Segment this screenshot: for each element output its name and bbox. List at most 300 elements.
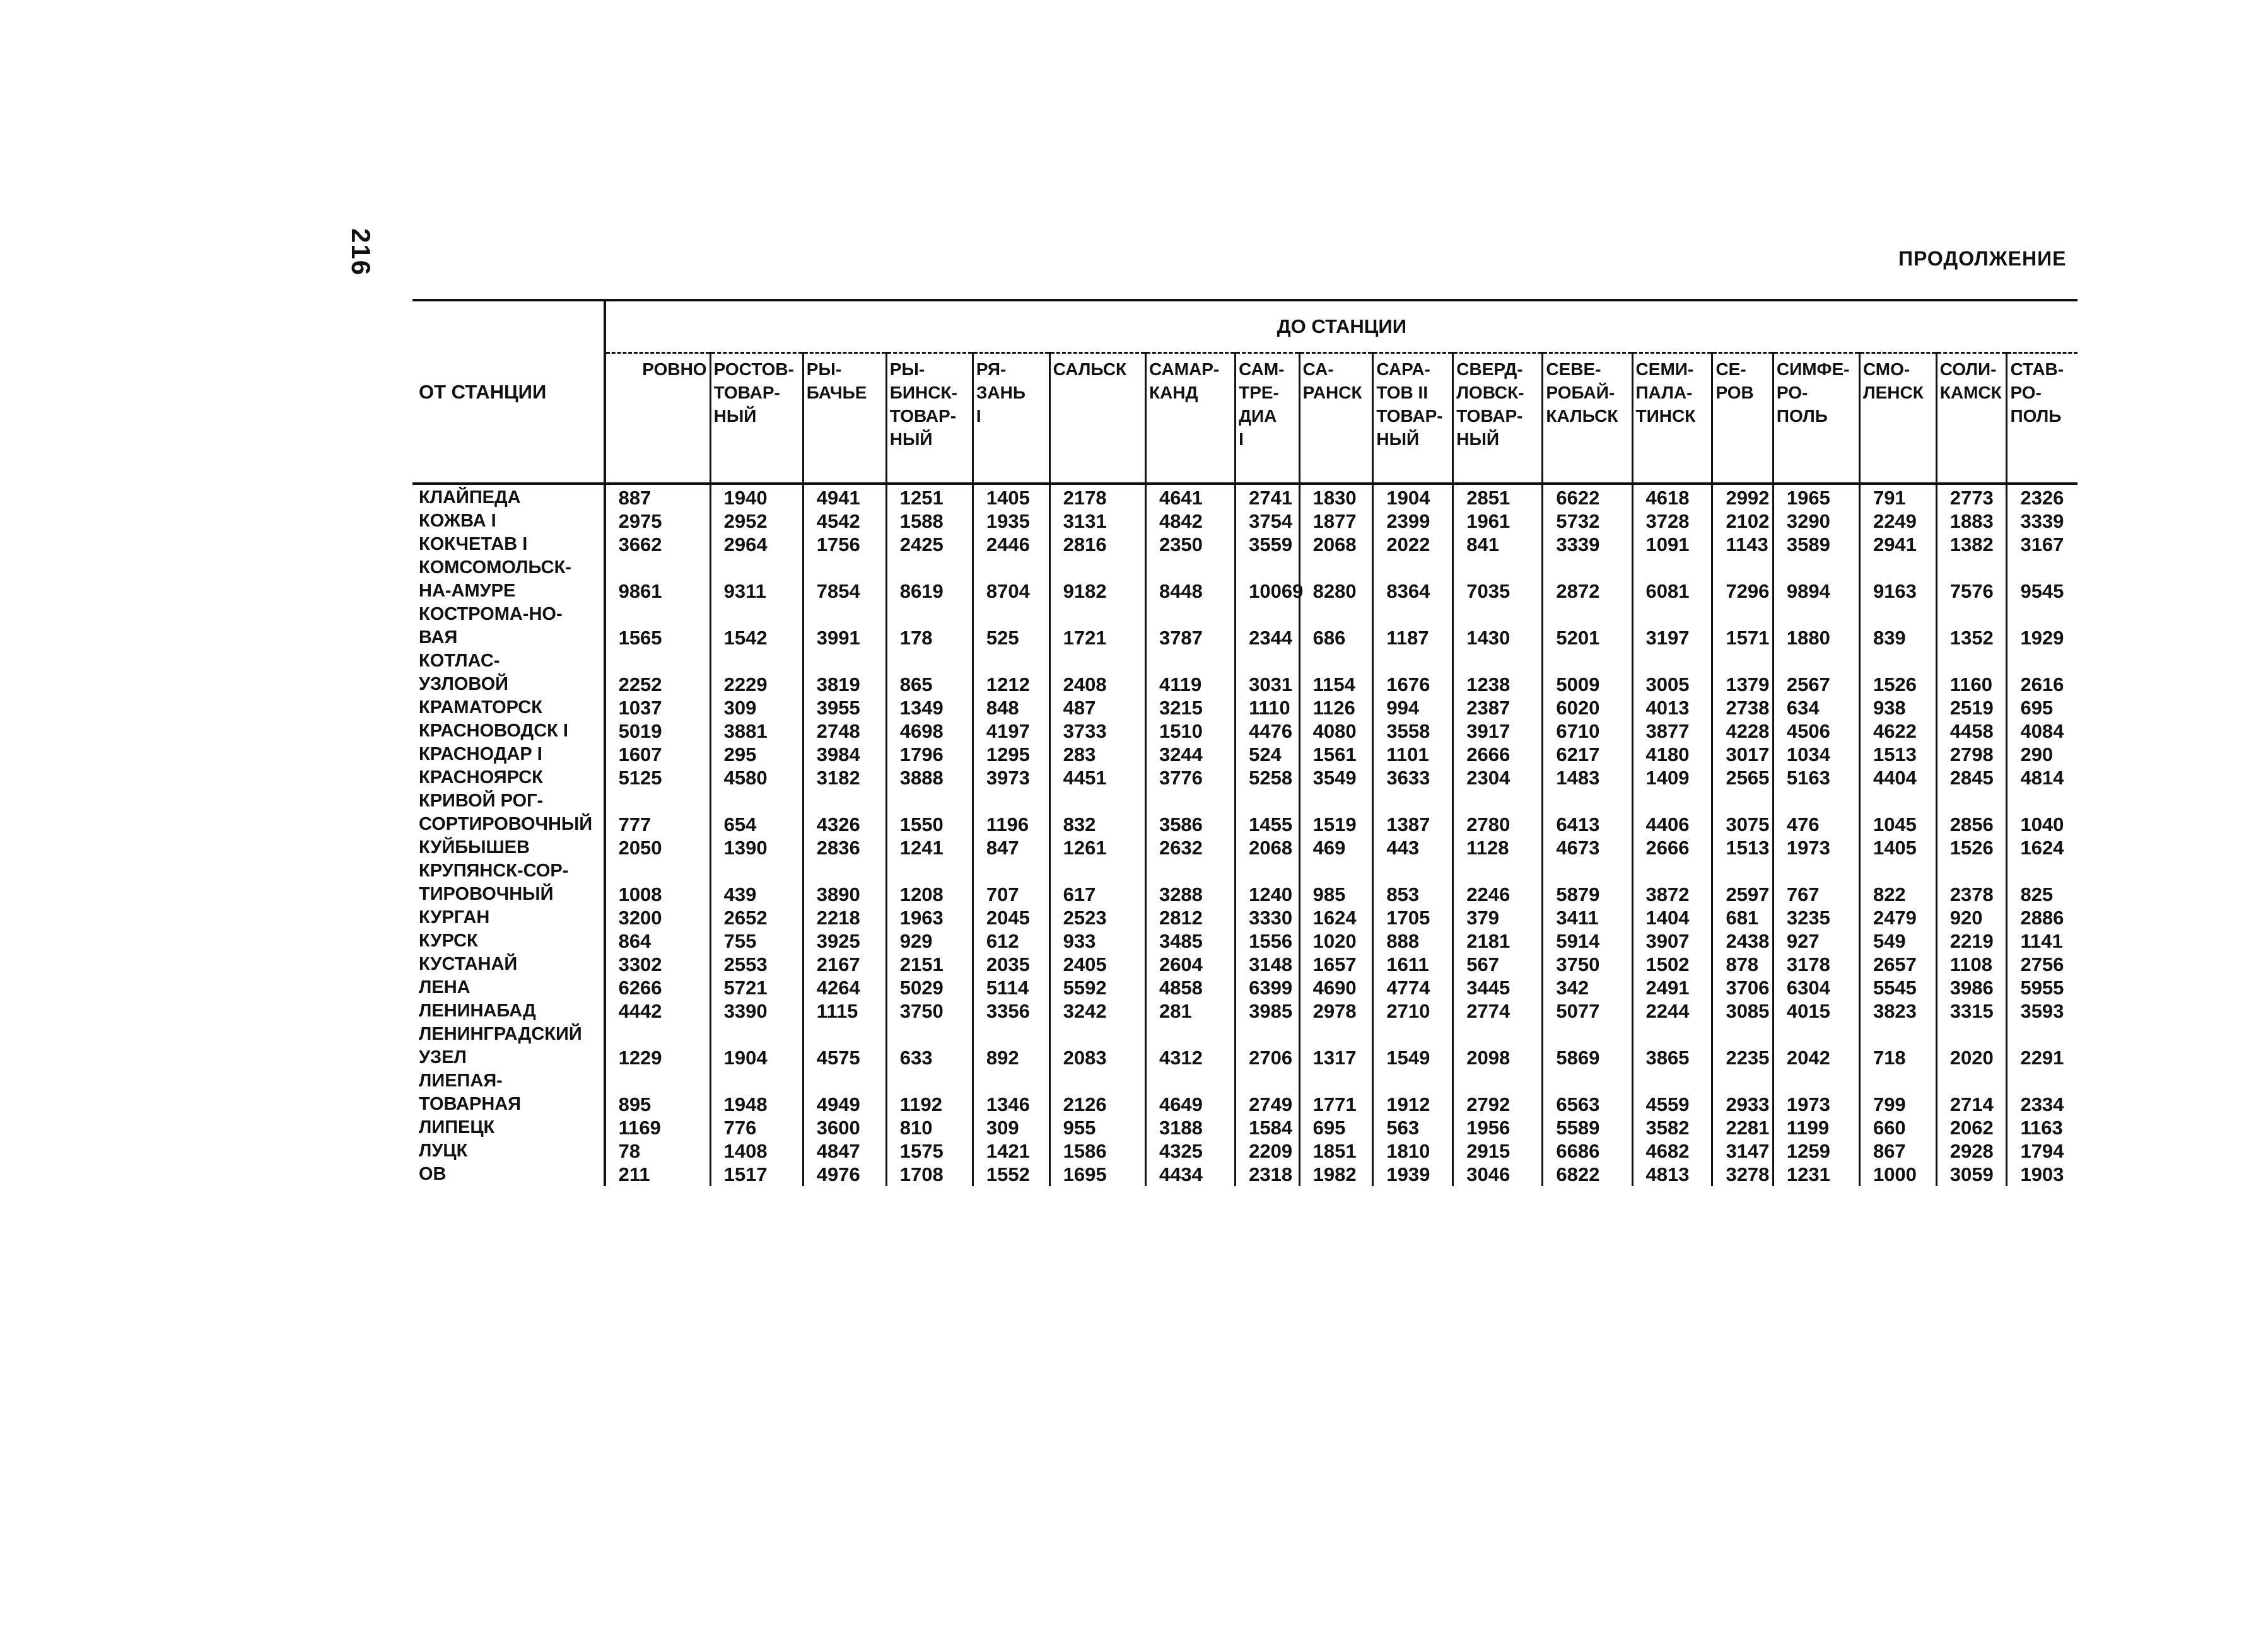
distance-cell: 2952 [710,509,803,533]
distance-cell: 3356 [973,999,1049,1023]
table-row [412,999,2077,1023]
distance-cell: 1199 [1773,1116,1859,1139]
distance-cell: 2886 [2007,906,2077,929]
distance-cell: 3586 [1145,789,1235,836]
distance-cell: 6710 [1543,719,1632,743]
distance-cell: 1549 [1373,1023,1453,1069]
distance-cell: 6081 [1632,556,1712,603]
distance-cell: 3787 [1145,603,1235,649]
distance-cell: 6217 [1543,743,1632,766]
distance-cell: 2181 [1453,929,1543,953]
distance-cell: 4575 [803,1023,886,1069]
station-name: КРИВОЙ РОГ- СОРТИРОВОЧНЫЙ [412,789,605,836]
distance-cell: 1110 [1236,696,1300,719]
distance-cell: 8280 [1299,556,1373,603]
distance-cell: 1409 [1632,766,1712,789]
distance-cell: 1676 [1373,649,1453,696]
distance-cell: 1904 [710,1023,803,1069]
table-row [412,1116,2077,1139]
distance-cell: 3877 [1632,719,1712,743]
distance-cell: 3390 [710,999,803,1023]
distance-cell: 1794 [2007,1139,2077,1163]
distance-cell: 1657 [1299,953,1373,976]
distance-cell: 3147 [1712,1139,1773,1163]
distance-cell: 342 [1543,976,1632,999]
column-header: СТАВ- РО- ПОЛЬ [2007,353,2077,484]
distance-cell: 4197 [973,719,1049,743]
distance-cell: 283 [1049,743,1145,766]
distance-cell: 4813 [1632,1163,1712,1186]
distance-cell: 2710 [1373,999,1453,1023]
distance-cell: 3925 [803,929,886,953]
distance-cell: 4622 [1859,719,1936,743]
distance-cell: 1212 [973,649,1049,696]
distance-cell: 2933 [1712,1069,1773,1116]
distance-cell: 2632 [1145,836,1235,859]
distance-cell: 660 [1859,1116,1936,1139]
distance-cell: 4698 [886,719,973,743]
distance-cell: 4451 [1049,766,1145,789]
distance-cell: 2446 [973,533,1049,556]
distance-cell: 1756 [803,533,886,556]
distance-cell: 2229 [710,649,803,696]
distance-cell: 4949 [803,1069,886,1116]
distance-cell: 3907 [1632,929,1712,953]
distance-cell: 5592 [1049,976,1145,999]
distance-cell: 4690 [1299,976,1373,999]
distance-cell: 2068 [1236,836,1300,859]
distance-cell: 2773 [1936,484,2007,509]
distance-cell: 1935 [973,509,1049,533]
distance-cell: 3706 [1712,976,1773,999]
distance-cell: 4084 [2007,719,2077,743]
distance-cell: 1169 [618,1117,661,1139]
distance-cell: 1008 [618,883,662,905]
distance-cell: 1034 [1773,743,1859,766]
distance-cell: 3750 [1543,953,1632,976]
distance-cell: 4434 [1145,1163,1235,1186]
distance-cell: 1240 [1236,859,1300,906]
distance-cell: 633 [886,1023,973,1069]
distance-cell: 5914 [1543,929,1632,953]
distance-cell: 7576 [1936,556,2007,603]
distance-cell: 3302 [618,953,662,975]
distance-cell: 4858 [1145,976,1235,999]
distance-cell: 3182 [803,766,886,789]
distance-cell: 1588 [886,509,973,533]
distance-cell: 1705 [1373,906,1453,929]
distance-cell: 686 [1299,603,1373,649]
distance-cell: 295 [710,743,803,766]
distance-cell: 4976 [803,1163,886,1186]
distance-cell: 4941 [803,484,886,509]
distance-cell: 1115 [803,999,886,1023]
table-row [412,789,2077,836]
distance-cell: 1160 [1936,649,2007,696]
station-name: КУСТАНАЙ [412,953,605,976]
distance-cell: 6822 [1543,1163,1632,1186]
distance-cell: 2604 [1145,953,1235,976]
distance-cell: 4458 [1936,719,2007,743]
distance-cell: 78 [618,1140,641,1162]
distance-cell: 1187 [1373,603,1453,649]
distance-cell: 524 [1236,743,1300,766]
distance-cell: 6686 [1543,1139,1632,1163]
station-name: ЛЕНИНАБАД [412,999,605,1023]
distance-cell: 2062 [1936,1116,2007,1139]
station-name: КРАСНОЯРСК [412,766,605,789]
distance-cell: 3888 [886,766,973,789]
distance-cell: 867 [1859,1139,1936,1163]
distance-cell: 2479 [1859,906,1936,929]
distance-cell: 892 [973,1023,1049,1069]
table-row [412,1069,2077,1116]
distance-cell: 776 [710,1116,803,1139]
distance-cell: 695 [1299,1116,1373,1139]
distance-cell: 4649 [1145,1069,1235,1116]
distance-cell: 1241 [886,836,973,859]
distance-cell: 1163 [2007,1116,2077,1139]
table-row [412,743,2077,766]
distance-cell: 2083 [1049,1023,1145,1069]
distance-cell: 5029 [886,976,973,999]
distance-cell: 4180 [1632,743,1712,766]
distance-cell: 1513 [1859,743,1936,766]
distance-cell: 6413 [1543,789,1632,836]
distance-cell: 9545 [2007,556,2077,603]
distance-cell: 4442 [618,1000,662,1022]
distance-cell: 3728 [1632,509,1712,533]
distance-cell: 4641 [1145,484,1235,509]
distance-cell: 4015 [1773,999,1859,1023]
distance-cell: 1231 [1773,1163,1859,1186]
distance-cell: 1880 [1773,603,1859,649]
distance-cell: 6563 [1543,1069,1632,1116]
distance-cell: 1379 [1712,649,1773,696]
distance-cell: 3985 [1236,999,1300,1023]
table-row [412,906,2077,929]
distance-cell: 1045 [1859,789,1936,836]
distance-cell: 3872 [1632,859,1712,906]
distance-cell: 755 [710,929,803,953]
distance-cell: 2209 [1236,1139,1300,1163]
distance-cell: 612 [973,929,1049,953]
distance-cell: 1251 [886,484,973,509]
distance-cell: 4264 [803,976,886,999]
column-header: РОВНО [605,353,711,484]
station-name: ЛЕНА [412,976,605,999]
distance-cell: 4119 [1145,649,1235,696]
distance-cell: 563 [1373,1116,1453,1139]
distance-cell: 1405 [973,484,1049,509]
distance-cell: 1624 [1299,906,1373,929]
distance-cell: 1565 [618,627,662,649]
table-row [412,1139,2077,1163]
distance-cell: 1196 [973,789,1049,836]
distance-cell: 3485 [1145,929,1235,953]
station-name: ОВ [412,1163,605,1186]
distance-cell: 1940 [710,484,803,509]
distance-cell: 3549 [1299,766,1373,789]
distance-cell: 4476 [1236,719,1300,743]
distance-cell: 2020 [1936,1023,2007,1069]
distance-cell: 1796 [886,743,973,766]
distance-cell: 718 [1859,1023,1936,1069]
station-name: КОМСОМОЛЬСК- НА-АМУРЕ [412,556,605,603]
distance-cell: 3559 [1236,533,1300,556]
distance-cell: 2666 [1453,743,1543,766]
distance-cell: 2252 [618,673,662,695]
station-name: КОЖВА I [412,509,605,533]
distance-cell: 4842 [1145,509,1235,533]
distance-cell: 4774 [1373,976,1453,999]
distance-cell: 2941 [1859,533,1936,556]
station-name: КУЙБЫШЕВ [412,836,605,859]
station-name: КРАСНОДАР I [412,743,605,766]
distance-cell: 2399 [1373,509,1453,533]
distance-cell: 3288 [1145,859,1235,906]
distance-cell: 487 [1049,696,1145,719]
column-header: СИМФЕ- РО- ПОЛЬ [1773,353,1859,484]
distance-cell: 1883 [1936,509,2007,533]
distance-cell: 1607 [618,743,662,765]
distance-cell: 4312 [1145,1023,1235,1069]
distance-cell: 1956 [1453,1116,1543,1139]
distance-cell: 1261 [1049,836,1145,859]
station-name: ЛИПЕЦК [412,1116,605,1139]
distance-cell: 933 [1049,929,1145,953]
distance-cell: 2812 [1145,906,1235,929]
distance-cell: 3131 [1049,509,1145,533]
distance-cell: 1229 [618,1047,662,1069]
distance-cell: 1584 [1236,1116,1300,1139]
distance-cell: 3017 [1712,743,1773,766]
distance-cell: 1352 [1936,603,2007,649]
distance-cell: 3046 [1453,1163,1543,1186]
distance-cell: 2872 [1543,556,1632,603]
distance-cell: 2218 [803,906,886,929]
distance-cell: 2978 [1299,999,1373,1023]
distance-cell: 3339 [2007,509,2077,533]
distance-cell: 681 [1712,906,1773,929]
distance-cell: 6266 [618,977,662,999]
distance-cell: 2304 [1453,766,1543,789]
station-name: ЛУЦК [412,1139,605,1163]
station-name: КРУПЯНСК-СОР- ТИРОВОЧНЫЙ [412,859,605,906]
distance-cell: 853 [1373,859,1453,906]
distance-cell: 1708 [886,1163,973,1186]
distance-cell: 1973 [1773,836,1859,859]
distance-cell: 1513 [1712,836,1773,859]
distance-cell: 1421 [973,1139,1049,1163]
distance-cell: 567 [1453,953,1543,976]
distance-cell: 5545 [1859,976,1936,999]
table-row [412,976,2077,999]
distance-cell: 994 [1373,696,1453,719]
distance-cell: 1238 [1453,649,1543,696]
distance-cell: 3244 [1145,743,1235,766]
distance-cell: 3167 [2007,533,2077,556]
distance-cell: 2565 [1712,766,1773,789]
distance-cell: 8704 [973,556,1049,603]
distance-cell: 3986 [1936,976,2007,999]
distance-cell: 5114 [973,976,1049,999]
distance-cell: 5955 [2007,976,2077,999]
distance-cell: 1973 [1773,1069,1859,1116]
distance-cell: 1037 [618,697,662,719]
station-name: КУРГАН [412,906,605,929]
distance-cell: 1000 [1859,1163,1936,1186]
station-name: КРАСНОВОДСК I [412,719,605,743]
distance-cell: 3148 [1236,953,1300,976]
table-row [412,719,2077,743]
distance-cell: 1904 [1373,484,1453,509]
distance-cell: 5019 [618,720,662,742]
distance-cell: 379 [1453,906,1543,929]
page-number: 216 [346,228,376,277]
continuation-label: ПРОДОЛЖЕНИЕ [1898,247,2067,270]
distance-cell: 1695 [1049,1163,1145,1186]
table-row [412,556,2077,603]
distance-cell: 3733 [1049,719,1145,743]
table-row [412,1163,2077,1186]
table-row [412,603,2077,649]
distance-cell: 1387 [1373,789,1453,836]
distance-cell: 2836 [803,836,886,859]
station-name: ЛИЕПАЯ- ТОВАРНАЯ [412,1069,605,1116]
distance-cell: 3984 [803,743,886,766]
distance-cell: 3339 [1543,533,1632,556]
distance-cell: 3215 [1145,696,1235,719]
distance-cell: 1721 [1049,603,1145,649]
distance-cell: 1128 [1453,836,1543,859]
distance-cell: 4228 [1712,719,1773,743]
distance-cell: 2246 [1453,859,1543,906]
distance-cell: 839 [1859,603,1936,649]
column-header: РЫ- БИНСК- ТОВАР- НЫЙ [886,353,973,484]
distance-cell: 3750 [886,999,973,1023]
distance-cell: 1550 [886,789,973,836]
distance-cell: 469 [1299,836,1373,859]
distance-cell: 938 [1859,696,1936,719]
distance-cell: 1390 [710,836,803,859]
distance-cell: 4542 [803,509,886,533]
distance-cell: 810 [886,1116,973,1139]
distance-cell: 1141 [2007,929,2077,953]
distance-cell: 878 [1712,953,1773,976]
distance-cell: 9182 [1049,556,1145,603]
distance-cell: 865 [886,649,973,696]
table-row [412,859,2077,906]
distance-cell: 2491 [1632,976,1712,999]
distance-cell: 3633 [1373,766,1453,789]
distance-cell: 2798 [1936,743,2007,766]
distance-cell: 2780 [1453,789,1543,836]
column-header: СМО- ЛЕНСК [1859,353,1936,484]
distance-cell: 7854 [803,556,886,603]
distance-cell: 864 [618,930,652,952]
distance-cell: 2035 [973,953,1049,976]
distance-cell: 1430 [1453,603,1543,649]
distance-cell: 4506 [1773,719,1859,743]
distance-cell: 2050 [618,837,662,859]
station-name: КЛАЙПЕДА [412,484,605,509]
distance-cell: 3005 [1632,649,1712,696]
distance-cell: 2167 [803,953,886,976]
distance-cell: 1961 [1453,509,1543,533]
distance-cell: 1556 [1236,929,1300,953]
distance-cell: 4580 [710,766,803,789]
distance-cell: 2741 [1236,484,1300,509]
distance-cell: 2098 [1453,1023,1543,1069]
distance-cell: 5869 [1543,1023,1632,1069]
distance-cell: 2334 [2007,1069,2077,1116]
distance-cell: 1126 [1299,696,1373,719]
distance-cell: 4814 [2007,766,2077,789]
distance-cell: 1939 [1373,1163,1453,1186]
distance-cell: 9861 [618,580,662,602]
distance-cell: 6622 [1543,484,1632,509]
distance-cell: 985 [1299,859,1373,906]
distance-cell: 4325 [1145,1139,1235,1163]
distance-cell: 791 [1859,484,1936,509]
distance-cell: 695 [2007,696,2077,719]
distance-cell: 10069 [1236,556,1300,603]
distance-cell: 3290 [1773,509,1859,533]
distance-cell: 2553 [710,953,803,976]
distance-cell: 7296 [1712,556,1773,603]
column-header: СА- РАНСК [1299,353,1373,484]
distance-cell: 832 [1049,789,1145,836]
distance-cell: 5589 [1543,1116,1632,1139]
distance-cell: 309 [710,696,803,719]
column-header-row [412,353,2077,484]
from-station-header: ОТ СТАНЦИИ [412,300,605,484]
distance-cell: 1091 [1632,533,1712,556]
distance-cell: 439 [710,859,803,906]
distance-cell: 1586 [1049,1139,1145,1163]
distance-cell: 3593 [2007,999,2077,1023]
distance-cell: 1830 [1299,484,1373,509]
distance-cell: 3197 [1632,603,1712,649]
distance-cell: 2706 [1236,1023,1300,1069]
distance-cell: 799 [1859,1069,1936,1116]
distance-cell: 888 [1373,929,1453,953]
distance-cell: 1810 [1373,1139,1453,1163]
distance-cell: 1963 [886,906,973,929]
distance-cell: 1382 [1936,533,2007,556]
distance-cell: 1877 [1299,509,1373,533]
distance-cell: 5009 [1543,649,1632,696]
distance-cell: 822 [1859,859,1936,906]
distance-cell: 2928 [1936,1139,2007,1163]
station-name: КУРСК [412,929,605,953]
station-name: КОКЧЕТАВ I [412,533,605,556]
column-header: СОЛИ- КАМСК [1936,353,2007,484]
distance-cell: 3200 [618,907,662,929]
distance-cell: 9311 [710,556,803,603]
distance-cell: 1575 [886,1139,973,1163]
distance-cell: 3330 [1236,906,1300,929]
table-row [412,836,2077,859]
station-name: КРАМАТОРСК [412,696,605,719]
table-row [412,484,2077,509]
distance-cell: 2318 [1236,1163,1300,1186]
column-header: СЕМИ- ПАЛА- ТИНСК [1632,353,1712,484]
distance-cell: 290 [2007,743,2077,766]
distance-cell: 1259 [1773,1139,1859,1163]
table-row [412,929,2077,953]
